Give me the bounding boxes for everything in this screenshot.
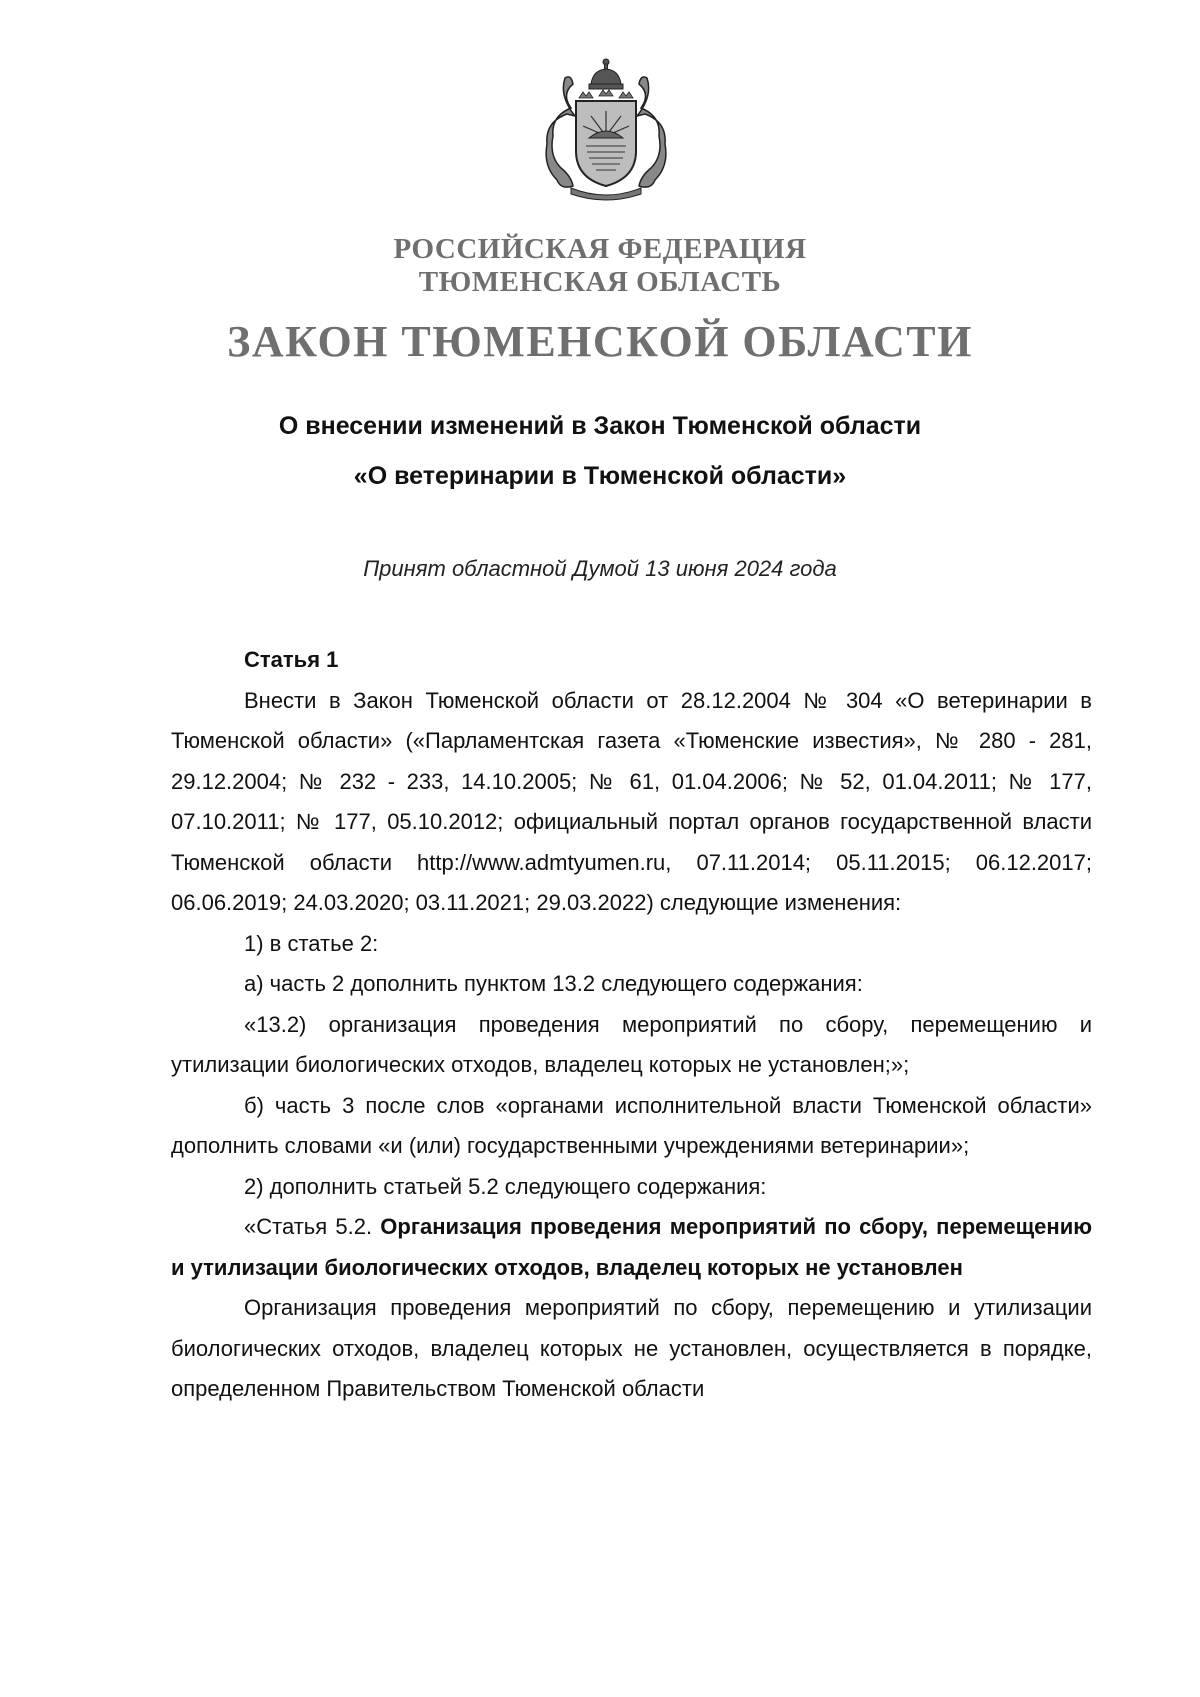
document-title-line2: «О ветеринарии в Тюменской области»: [353, 462, 847, 490]
coat-of-arms-emblem: [531, 56, 681, 206]
amendment-item-1a: а) часть 2 дополнить пунктом 13.2 следующего содержания:: [244, 971, 863, 996]
document-body: [171, 640, 1092, 1410]
document-title-line1: О внесении изменений в Закон Тюменской области: [278, 412, 922, 440]
amendment-item-1a-quote: «13.2) организация проведения мероприятий по сбору, перемещению и утилизации биологических отходов, владелец которых не установлен;»;: [171, 1011, 1092, 1077]
header-region: ТЮМЕНСКАЯ ОБЛАСТЬ: [418, 266, 782, 298]
amendment-item-1: 1) в статье 2:: [244, 930, 379, 956]
amendment-item-1b: б) часть 3 после слов «органами исполнительной власти Тюменской области» дополнить словами «и (или) государственными учреждениями ветеринарии»;: [171, 1092, 1092, 1158]
amendment-item-2: 2) дополнить статьей 5.2 следующего содержания:: [244, 1173, 767, 1199]
new-article-text: Организация проведения мероприятий по сбору, перемещению и утилизации биологических отходов, владелец которых не установлен, осуществляется в порядке, определенном Правительством Тюменской области: [171, 1295, 1092, 1401]
adoption-note: Принят областной Думой 13 июня 2024 года: [363, 556, 837, 581]
header-country: РОССИЙСКАЯ ФЕДЕРАЦИЯ: [393, 233, 807, 265]
article-intro-paragraph: Внести в Закон Тюменской области от 28.12.2004 № 304 «О ветеринарии в Тюменской области» («Парламентская газета «Тюменские известия», № 280 - 281, 29.12.2004; № 232 - 233, 14.10.2005; № 61, 01.04.2006; № 52, 01.04.2011; № 177, 07.10.2011; № 177, 05.10.2012; официальный портал органов государственной власти Тюменской области http://www.admtyumen.ru, 07.11.2014; 05.11.2015; 06.12.2017; 06.06.2019; 24.03.2020; 03.11.2021; 29.03.2022) следующие изменения:: [171, 687, 1092, 915]
article-heading: Статья 1: [244, 647, 339, 672]
header-law-type: ЗАКОН ТЮМЕНСКОЙ ОБЛАСТИ: [227, 317, 973, 366]
new-article-prefix: «Статья 5.2.: [244, 1214, 381, 1239]
new-article-heading: [171, 1207, 1092, 1288]
new-article-title: Организация проведения мероприятий по сбору, перемещению и утилизации биологических отходов, владелец которых не установлен: [171, 1214, 1093, 1280]
